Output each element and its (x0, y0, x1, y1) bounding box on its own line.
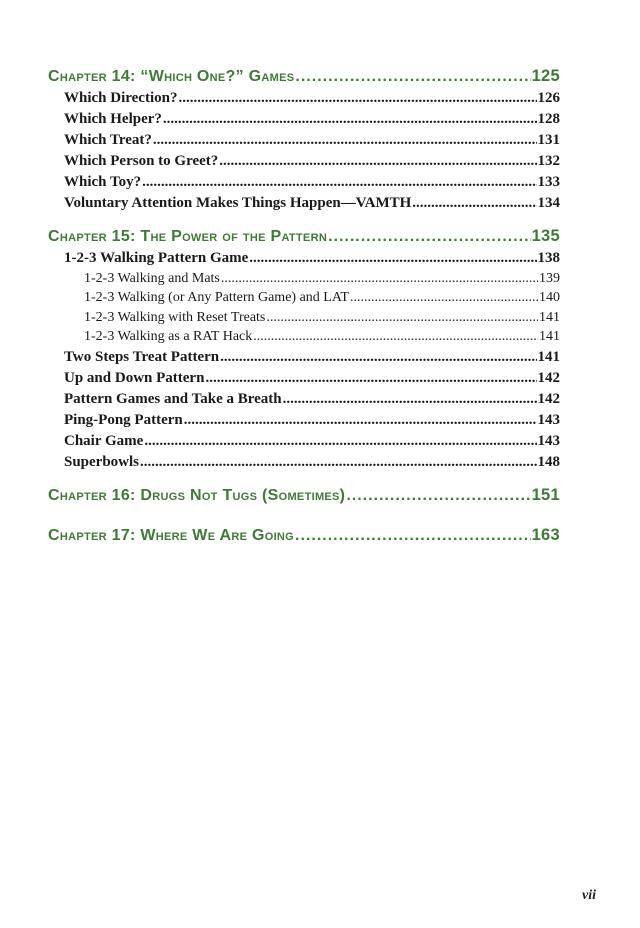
toc-entry (48, 193, 560, 214)
entry-page: 134 (537, 195, 560, 211)
toc-subentry (48, 269, 560, 288)
leader-dots (219, 151, 536, 172)
leader-dots (178, 88, 536, 109)
toc-entry (48, 347, 560, 368)
toc-subentry (48, 288, 560, 307)
toc-entry (48, 130, 560, 151)
leader-dots (144, 431, 536, 452)
subentry-page: 140 (539, 290, 560, 306)
spacer (48, 214, 560, 224)
entry-title: Pattern Games and Take a Breath (64, 390, 282, 407)
entry-title: Which Direction? (64, 90, 178, 106)
chapter-title: Chapter 15: The Power of the Pattern (48, 228, 328, 245)
entry-title: Superbowls (64, 453, 140, 470)
chapter-page: 125 (531, 67, 560, 85)
page-number: vii (582, 888, 596, 903)
leader-dots (140, 452, 536, 473)
leader-dots (412, 193, 536, 214)
chapter-page: 135 (531, 227, 560, 245)
entry-page: 141 (537, 348, 560, 365)
chapter-page: 151 (531, 485, 560, 504)
toc-entry (48, 109, 560, 130)
leader-dots (283, 389, 537, 410)
entry-page: 132 (537, 153, 560, 169)
leader-dots (220, 347, 536, 368)
spacer (48, 507, 560, 523)
entry-page: 133 (537, 174, 560, 190)
toc-entry (48, 172, 560, 193)
leader-dots (253, 327, 538, 346)
leader-dots (328, 225, 531, 249)
leader-dots (221, 269, 538, 288)
toc-chapter-14 (48, 64, 560, 88)
entry-page: 138 (537, 250, 560, 266)
leader-dots (346, 484, 530, 508)
leader-dots (266, 308, 538, 327)
entry-page: 126 (537, 90, 560, 106)
leader-dots (295, 65, 530, 89)
entry-title: Voluntary Attention Makes Things Happen—VAMTH (64, 195, 412, 211)
toc-entry (48, 248, 560, 269)
entry-title: Which Person to Greet? (64, 153, 219, 169)
entry-title: Chair Game (64, 432, 144, 449)
toc-chapter-15 (48, 224, 560, 248)
subentry-title: 1-2-3 Walking with Reset Treats (84, 309, 266, 325)
toc-entry (48, 389, 560, 410)
table-of-contents (48, 64, 560, 547)
leader-dots (163, 109, 537, 130)
leader-dots (350, 288, 538, 307)
leader-dots (205, 368, 536, 389)
leader-dots (153, 130, 537, 151)
toc-entry (48, 151, 560, 172)
toc-subentry (48, 327, 560, 346)
leader-dots (184, 410, 537, 431)
toc-entry (48, 431, 560, 452)
entry-page: 128 (537, 111, 560, 127)
leader-dots (249, 248, 536, 269)
chapter-title: Chapter 17: Where We Are Going (48, 526, 295, 544)
leader-dots (295, 524, 531, 548)
entry-page: 143 (537, 432, 560, 449)
subentry-title: 1-2-3 Walking (or Any Pattern Game) and LAT (84, 290, 349, 306)
entry-title: Ping-Pong Pattern (64, 411, 183, 428)
entry-title: Which Toy? (64, 174, 142, 190)
entry-title: Which Helper? (64, 111, 162, 127)
entry-title: 1-2-3 Walking Pattern Game (64, 250, 249, 266)
toc-chapter-16 (48, 483, 560, 507)
toc-entry (48, 88, 560, 109)
entry-page: 143 (537, 411, 560, 428)
chapter-title: Chapter 16: Drugs Not Tugs (Sometimes) (48, 486, 346, 504)
entry-title: Which Treat? (64, 132, 152, 148)
entry-title: Up and Down Pattern (64, 369, 205, 386)
toc-chapter-17 (48, 523, 560, 547)
chapter-page: 163 (531, 525, 560, 544)
subentry-page: 141 (539, 329, 560, 345)
entry-page: 148 (537, 453, 560, 470)
entry-page: 142 (537, 390, 560, 407)
subentry-page: 139 (539, 271, 560, 286)
subentry-page: 141 (539, 309, 560, 325)
leader-dots (142, 172, 536, 193)
chapter-title: Chapter 14: “Which One?” Games (48, 68, 295, 85)
toc-entry (48, 452, 560, 473)
entry-page: 131 (537, 132, 560, 148)
entry-title: Two Steps Treat Pattern (64, 348, 220, 365)
toc-subentry (48, 308, 560, 327)
entry-page: 142 (537, 369, 560, 386)
toc-entry (48, 368, 560, 389)
spacer (48, 473, 560, 483)
subentry-title: 1-2-3 Walking and Mats (84, 271, 220, 286)
subentry-title: 1-2-3 Walking as a RAT Hack (84, 329, 253, 345)
toc-entry (48, 410, 560, 431)
